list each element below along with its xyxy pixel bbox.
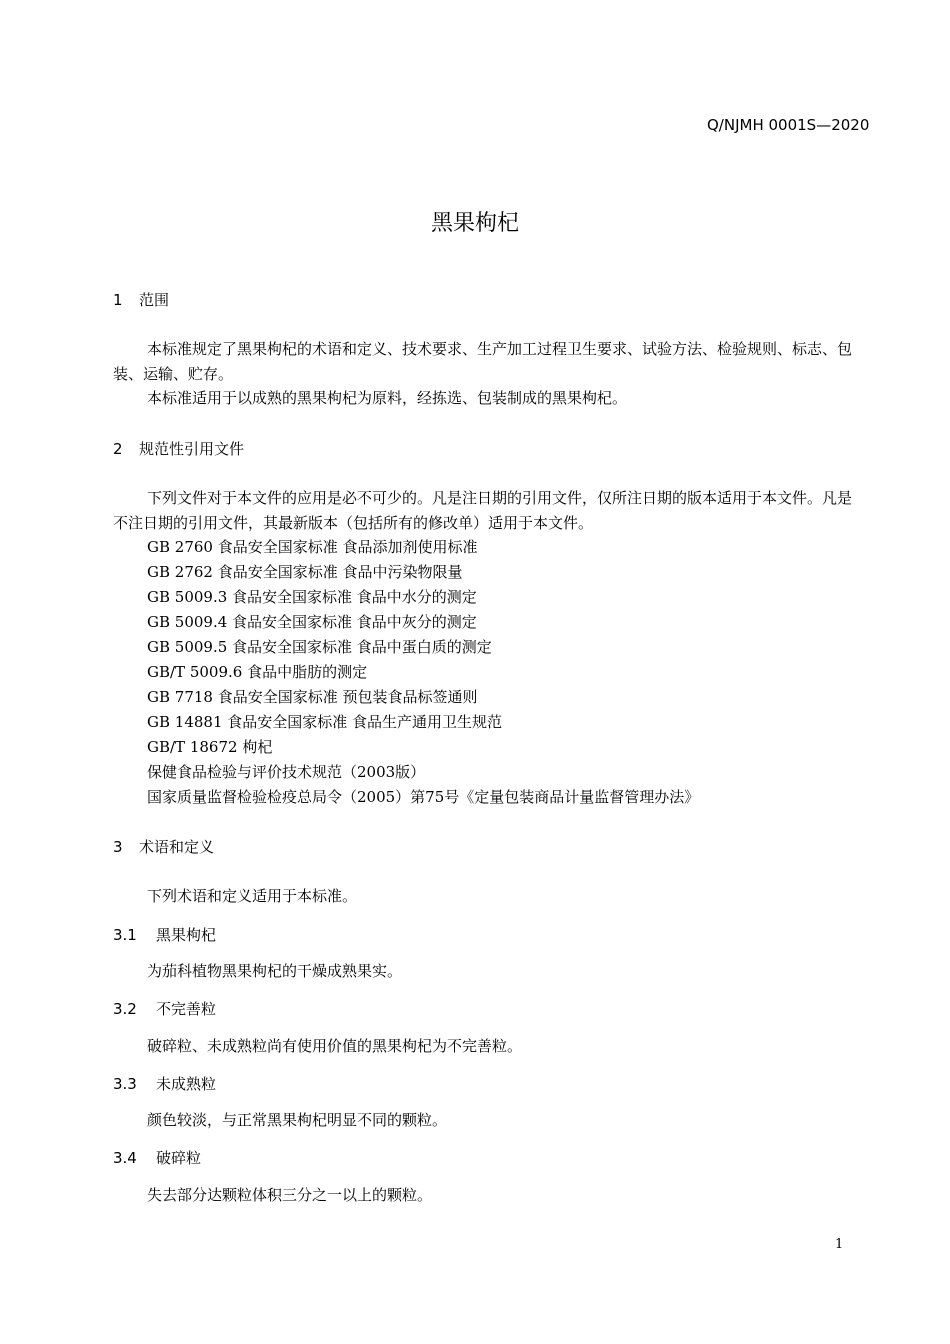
references-intro: 下列文件对于本文件的应用是必不可少的。凡是注日期的引用文件，仅所注日期的版本适用于本文件。凡是不注日期的引用文件，其最新版本（包括所有的修改单）适用于本文件。 [113, 489, 853, 532]
scope-paragraph-2: 本标准适用于以成熟的黑果枸杞为原料，经拣选、包装制成的黑果枸杞。 [147, 389, 628, 407]
reference-item: 国家质量监督检验检疫总局令（2005）第75号《定量包装商品计量监督管理办法》 [147, 788, 700, 806]
term-3-2-definition: 破碎粒、未成熟粒尚有使用价值的黑果枸杞为不完善粒。 [147, 1037, 523, 1055]
term-3-2-heading [113, 998, 216, 1019]
reference-item: GB/T 5009.6 食品中脂肪的测定 [147, 663, 368, 681]
section-number: 1 [113, 291, 123, 309]
term-name: 破碎粒 [156, 1149, 202, 1167]
term-3-3-heading [113, 1073, 216, 1094]
section-2-heading [113, 438, 244, 459]
page-number: 1 [835, 1237, 844, 1252]
standard-code: Q/NJMH 0001S—2020 [707, 116, 870, 134]
section-number: 2 [113, 440, 123, 458]
document-title: 黑果枸杞 [430, 211, 519, 236]
reference-item: 保健食品检验与评价技术规范（2003版） [147, 763, 426, 781]
term-3-4-definition: 失去部分达颗粒体积三分之一以上的颗粒。 [147, 1186, 433, 1204]
scope-paragraph-1: 本标准规定了黑果枸杞的术语和定义、技术要求、生产加工过程卫生要求、试验方法、检验规则、标志、包装、运输、贮存。 [113, 340, 853, 383]
term-number: 3.2 [113, 1000, 137, 1018]
term-name: 不完善粒 [156, 1000, 217, 1018]
terms-intro: 下列术语和定义适用于本标准。 [147, 887, 358, 905]
reference-item: GB 2762 食品安全国家标准 食品中污染物限量 [147, 563, 463, 581]
reference-item: GB 5009.4 食品安全国家标准 食品中灰分的测定 [147, 613, 477, 631]
term-name: 未成熟粒 [156, 1075, 217, 1093]
section-title: 范围 [139, 291, 170, 309]
reference-item: GB 14881 食品安全国家标准 食品生产通用卫生规范 [147, 713, 503, 731]
section-title: 规范性引用文件 [139, 440, 245, 458]
term-3-1-heading [113, 924, 216, 945]
term-name: 黑果枸杞 [156, 926, 217, 944]
section-number: 3 [113, 838, 123, 856]
term-3-4-heading [113, 1147, 201, 1168]
section-3-heading [113, 836, 214, 857]
term-3-3-definition: 颜色较淡，与正常黑果枸杞明显不同的颗粒。 [147, 1111, 448, 1129]
term-number: 3.3 [113, 1075, 137, 1093]
reference-item: GB 7718 食品安全国家标准 预包装食品标签通则 [147, 688, 478, 706]
reference-item: GB/T 18672 枸杞 [147, 738, 273, 756]
term-3-1-definition: 为茄科植物黑果枸杞的干燥成熟果实。 [147, 962, 403, 980]
reference-item: GB 5009.5 食品安全国家标准 食品中蛋白质的测定 [147, 638, 492, 656]
section-title: 术语和定义 [139, 838, 215, 856]
section-1-heading [113, 289, 169, 310]
term-number: 3.1 [113, 926, 137, 944]
reference-item: GB 5009.3 食品安全国家标准 食品中水分的测定 [147, 588, 477, 606]
term-number: 3.4 [113, 1149, 137, 1167]
reference-item: GB 2760 食品安全国家标准 食品添加剂使用标准 [147, 538, 478, 556]
